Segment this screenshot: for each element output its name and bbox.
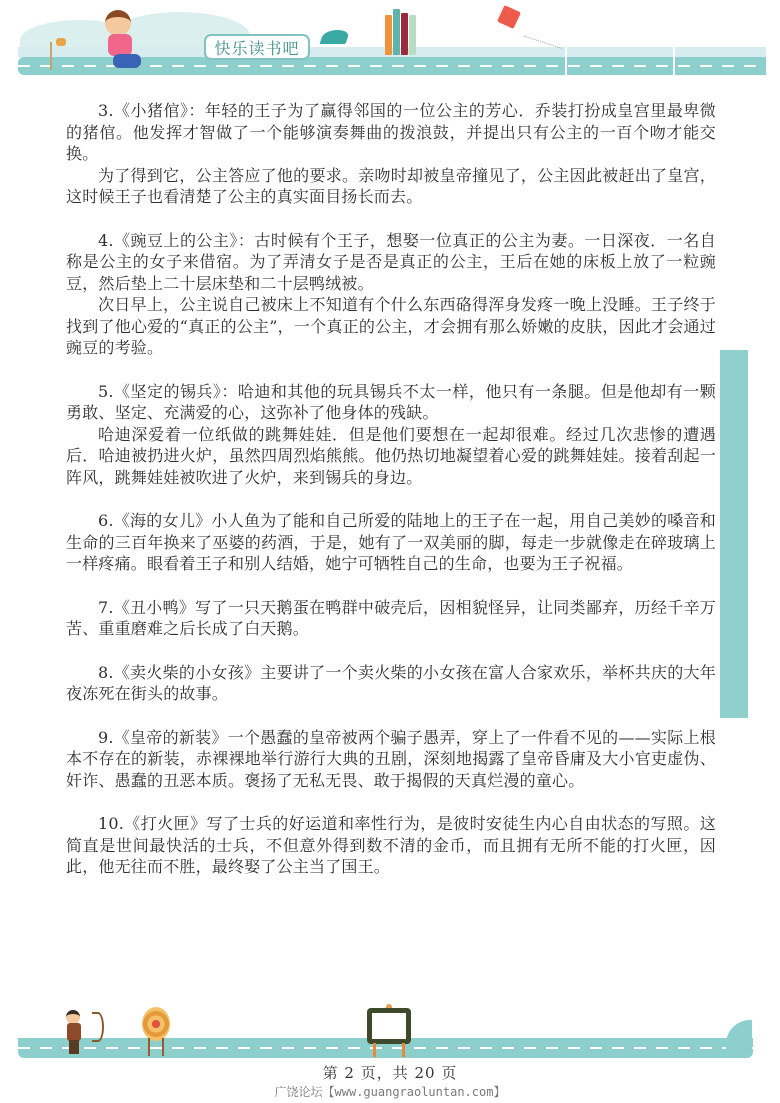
lamp-icon [50,42,52,70]
side-decoration-bar [720,350,748,718]
banner-title: 快乐读书吧 [204,34,310,60]
blackboard-icon [367,1008,411,1044]
site-link[interactable]: 广饶论坛【www.guangraoluntan.com】 [274,1085,506,1099]
story-item-9 [66,727,716,792]
page-number: 第 2 页，共 20 页 [322,1064,458,1082]
archery-target-icon [142,1007,170,1041]
reading-girl-icon [105,10,131,36]
bow-icon [92,1012,104,1042]
story-paragraph: 哈迪深爱着一位纸做的跳舞娃娃．但是他们要想在一起却很难。经过几次悲惨的遭遇后．哈迪被扔进火炉，虽然四周烈焰熊熊。他仍热切地凝望着心爱的跳舞娃娃。接着刮起一阵风，跳舞娃娃被吹进了火炉，来到锡兵的身边。 [66,424,716,487]
story-item-5 [66,381,716,489]
story-item-4 [66,230,716,359]
road-divider [565,45,567,75]
bird-icon [319,30,350,44]
story-item-6 [66,510,716,575]
reading-girl-legs [113,54,141,68]
story-paragraph: 5.《坚定的锡兵》：哈迪和其他的玩具锡兵不太一样，他只有一条腿。但是他却有一颗勇敢、坚定、充满爱的心，这弥补了他身体的残缺。 [66,381,716,422]
story-list [66,100,716,900]
story-item-10 [66,813,716,878]
target-stand [148,1038,164,1056]
kite-tail [524,22,567,49]
story-paragraph: 10.《打火匣》写了士兵的好运道和率性行为，是彼时安徒生内心自由状态的写照。这简直是世间最快活的士兵，不但意外得到数不清的金币，而且拥有无所不能的打火匣，因此，他无往而不胜，最终娶了公主当了国王。 [66,814,716,876]
story-paragraph: 4.《豌豆上的公主》：古时候有个王子，想娶一位真正的公主为妻。一日深夜．一名自称是公主的女子来借宿。为了弄清女子是否是真正的公主，王后在她的床板上放了一粒豌豆，然后垫上二十层床垫和二十层鸭绒被。 [66,230,716,293]
road-curl [726,1020,752,1058]
story-item-3 [66,100,716,208]
story-paragraph: 为了得到它，公主答应了他的要求。亲吻时却被皇帝撞见了，公主因此被赶出了皇宫，这时候王子也看清楚了公主的真实面目扬长而去。 [66,165,716,206]
lamp-head-icon [56,38,66,46]
archer-icon [66,1010,82,1054]
story-paragraph: 7.《丑小鸭》写了一只天鹅蛋在鸭群中破壳后，因相貌怪异，让同类鄙弃，历经千辛万苦、重重磨难之后长成了白天鹅。 [66,597,716,638]
story-paragraph: 3.《小猪倌》：年轻的王子为了赢得邻国的一位公主的芳心．乔装打扮成皇宫里最卑微的猪倌。他发挥才智做了一个能够演奏舞曲的拨浪鼓，并提出只有公主的一百个吻才能交换。 [66,101,716,163]
story-paragraph: 8.《卖火柴的小女孩》主要讲了一个卖火柴的小女孩在富人合家欢乐，举杯共庆的大年夜冻死在街头的故事。 [66,662,716,703]
blackboard-stand [373,1043,405,1057]
road-divider [673,45,675,75]
reading-girl-body [108,34,132,56]
story-item-8 [66,662,716,705]
header-banner [0,0,780,80]
kite-icon [497,5,521,29]
story-paragraph: 6.《海的女儿》小人鱼为了能和自己所爱的陆地上的王子在一起，用自己美妙的嗓音和生命的三百年换来了巫婆的药酒，于是，她有了一双美丽的脚，每走一步就像走在碎玻璃上一样疼痛。眼看着王子和别人结婚，她宁可牺牲自己的生命，也要为王子祝福。 [66,511,716,573]
story-paragraph: 次日早上，公主说自己被床上不知道有个什么东西硌得浑身发疼一晚上没睡。王子终于找到了他心爱的“真正的公主”，一个真正的公主，才会拥有那么娇嫩的皮肤，因此才会通过豌豆的考验。 [66,295,716,357]
story-paragraph: 9.《皇帝的新装》一个愚蠢的皇帝被两个骗子愚弄，穿上了一件看不见的——实际上根本不存在的新装，赤裸裸地举行游行大典的丑剧，深刻地揭露了皇帝昏庸及大小官吏虚伪、奸诈、愚蠢的丑恶本质。褒扬了无私无畏、敢于揭假的天真烂漫的童心。 [66,727,716,790]
story-item-7 [66,597,716,640]
